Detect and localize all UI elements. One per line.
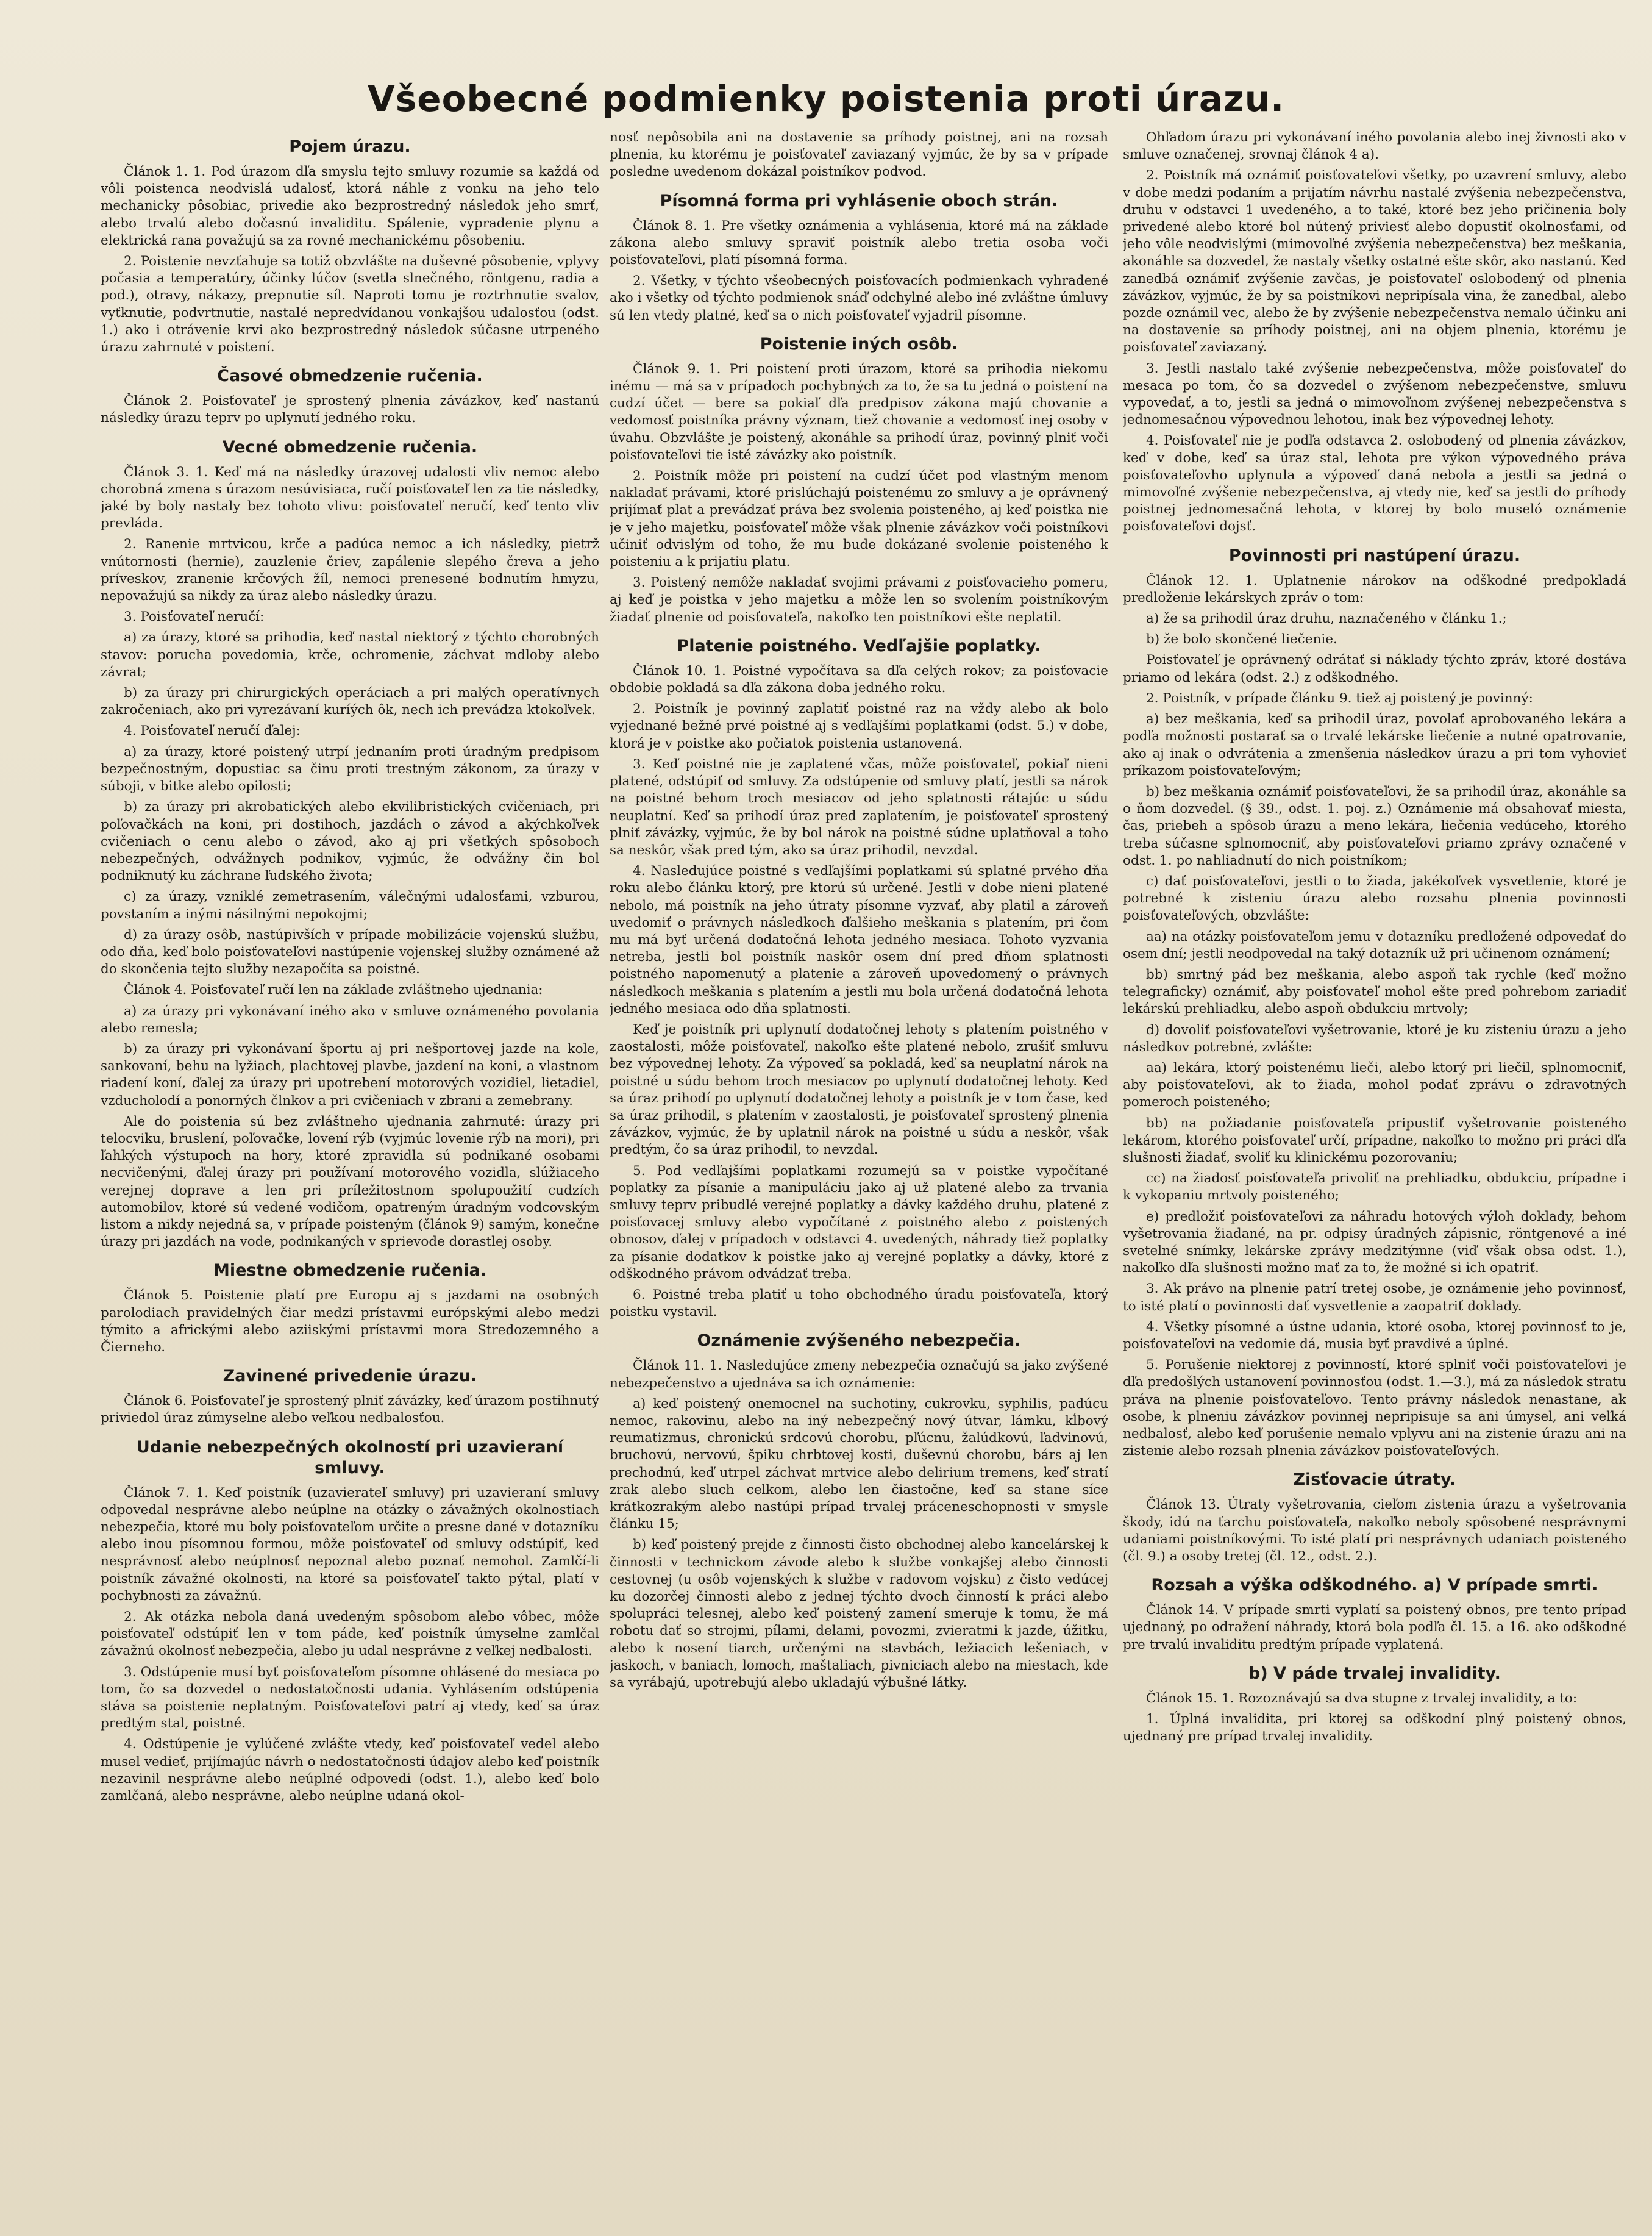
paragraph: cc) na žiadosť poisťovateľa privoliť na prehliadku, obdukciu, prípadne i k vykopaniu mrtvoly poisteného; [1123, 1171, 1626, 1204]
paragraph: 2. Poistník, v prípade článku 9. tiež aj poistený je povinný: [1146, 690, 1533, 706]
paragraph: aa) na otázky poisťovateľom jemu v dotazníku predložené odpovedať do osem dní; jestli neodpovedal na taký dotazník už pri učinenom oznámení; [1123, 929, 1626, 962]
paragraph: 4. Všetky písomné a ústne udania, ktoré osoba, ktorej povinnosť to je, poisťovateľovi na vedomie dá, musia byť pravdivé a úplné. [1123, 1319, 1626, 1352]
paragraph: 2. Ranenie mrtvicou, krče a padúca nemoc a ich následky, pietrž vnútornosti (hernie), zauzlenie čriev, zapálenie slepého čreva a jeho príveskov, zranenie krčových žíl, nemoci prenesené bodnutím hmyzu, nepovažujú sa nikdy za úraz alebo následky úrazu. [101, 537, 599, 604]
paragraph: bb) na požiadanie poisťovateľa pripustiť vyšetrovanie poisteného lekárom, ktorého poisťovateľ určí, prípadne, nakoľko to možno pri práci dľa slušnosti žiadať, svoliť ku klinickému pozorovaniu; [1123, 1115, 1626, 1165]
text-column-1 [101, 129, 599, 2196]
paragraph: Ohľadom úrazu pri vykonávaní iného povolania alebo inej živnosti ako v smluve označenej, srovnaj článok 4 a). [1123, 130, 1626, 163]
paragraph: 5. Pod vedľajšími poplatkami rozumejú sa v poistke vypočítané poplatky za písanie a manipuláciu jako aj už platené alebo za trvania smluvy teprv pribudlé verejné poplatky a dávky každého druhu, platené z poisťovacej smluvy alebo vypočítané z poistného alebo z poistených obnosov, ďalej v prípadoch v odstavci 4. uvedených, náhrady tiež poplatky za písanie dodatkov k poistke jako aj verejné poplatky a dávky, ktoré z odškodného právom odvádzať treba. [610, 1163, 1108, 1282]
paragraph: 2. Všetky, v týchto všeobecných poisťovacích podmienkach vyhradené ako i všetky od týchto podmienok snáď odchylné alebo iné zvláštne úmluvy sú len vtedy platné, keď sa o nich poisťovateľ vyjadril písomne. [610, 273, 1108, 323]
paragraph: Článok 11. 1. Nasledujúce zmeny nebezpečia označujú sa jako zvýšené nebezpečenstvo a ujednáva sa ich oznámenie: [610, 1358, 1108, 1391]
paragraph: 2. Poistník môže pri poistení na cudzí účet pod vlastným menom nakladať právami, ktoré prislúchajú poistenému zo smluvy a je oprávnený prijímať plat a prevádzať práva bez svolenia poisteného, aj keď poistka nie je v jeho majetku, poisťovateľ môže však plnenie závázkov voči poistníkovi učiniť odvislým od toho, že mu bude dokázané svolenie poisteného k poisteniu a k prijatiu platu. [610, 468, 1108, 570]
paragraph: Článok 4. Poisťovateľ ručí len na základe zvláštneho ujednania: [124, 982, 543, 998]
paragraph: 2. Poistenie nevzťahuje sa totiž obzvlášte na duševné pôsobenie, vplyvy počasia a temperatúry, účinky lúčov (svetla slnečného, röntgenu, radia a pod.), otravy, nákazy, prepnutie síl. Naproti tomu je roztrhnutie svalov, vyťknutie, podvrtnutie, nastalé nepredvídanou vonkajšou udalosťou (odst. 1.) ako i otrávenie krvi ako bezprostredný následok súčasne utrpeného úrazu zahrnuté v poistení. [101, 254, 599, 355]
paragraph: a) keď poistený onemocnel na suchotiny, cukrovku, syphilis, padúcu nemoc, rakovinu, alebo na iný nebezpečný nový útvar, lámku, kĺbový reumatizmus, chronickú srdcovú chorobu, pľúcnu, žalúdkovú, ľadvinovú, bruchovú, nervovú, špiku chrbtovej kosti, duševnú chorobu, bárs aj len prechodnú, keď utrpel záchvat mrtvice alebo delirium tremens, keď stratí zrak alebo sluch celkom, alebo len čiastočne, keď sa stane síce krátkozrakým alebo nastúpi prípad trvalej práceneschopnosti v smysle článku 15; [610, 1396, 1108, 1532]
paragraph: 3. Poistený nemôže nakladať svojimi právami z poisťovacieho pomeru, aj keď je poistka v jeho majetku a môže len so svolením poistníkovým žiadať plnenie od poisťovateľa, nakoľko ten poistníkovi ešte neplatil. [610, 575, 1108, 625]
paragraph: Článok 13. Útraty vyšetrovania, cieľom zistenia úrazu a vyšetrovania škody, idú na ťarchu poisťovateľa, nakoľko neboly spôsobené nesprávnymi udaniami poistníkovými. To isté platí pri nesprávnych udaniach poisteného (čl. 9.) a osoby tretej (čl. 12., odst. 2.). [1123, 1497, 1626, 1565]
section-heading: Časové obmedzenie ručenia. [217, 366, 483, 386]
section-heading: Pojem úrazu. [289, 137, 411, 156]
paragraph: 5. Porušenie niektorej z povinností, ktoré splniť voči poisťovateľovi je dľa predošlých ustanovení povinnosťou (odst. 1.—3.), má za následok stratu práva na plnenie poisťovateľovo. Tento právny následok nenastane, ak osobe, k plneniu závázkov povinnej nepripisuje sa ani úmysel, ani veľká nedbalosť, alebo keď porušenie nemalo vplyvu ani na zistenie úrazu ani na zistenie alebo rozsah plnenia závázkov poisťovateľových. [1123, 1357, 1626, 1459]
paragraph: b) keď poistený prejde z činnosti čisto obchodnej alebo kancelárskej k činnosti v technickom závode alebo k službe vonkajšej alebo činnosti cestovnej (u osôb vojenských k službe v radovom vojsku) z čisto vedúcej ku dozorčej činnosti alebo z jednej týchto dvoch činností k práci alebo spolupráci telesnej, alebo keď poistený zamení smeruje k tomu, že má robotu dať so strojmi, pílami, delami, povozmi, zvieratmi k jazde, úžitku, alebo k nosení tiarch, určenými na stavbách, ležiacich lešeniach, v jaskoch, v baniach, lomoch, maštaliach, pivniciach alebo na miestach, kde sa vyrábajú, upotrebujú alebo ukladajú výbušné látky. [610, 1537, 1108, 1691]
paragraph: 1. Úplná invalidita, pri ktorej sa odškodní plný poistený obnos, ujednaný pre prípad trvalej invalidity. [1123, 1712, 1626, 1745]
paragraph: 4. Odstúpenie je vylúčené zvlášte vtedy, keď poisťovateľ vedel alebo musel vedieť, prijímajúc návrh o nedostatočnosti údajov alebo keď poistník nezavinil nesprávne alebo neúplné odpovedi (odst. 1.), alebo keď bolo zamlčaná, alebo nesprávne, alebo neúplne udaná okol- [101, 1737, 599, 1804]
paragraph: Keď je poistník pri uplynutí dodatočnej lehoty s platením poistného v zaostalosti, môže poisťovateľ, nakoľko ešte platené nebolo, zrušiť smluvu bez výpovednej lehoty. Za výpoveď sa pokladá, keď sa neuplatní nárok na poistné u súdu behom troch mesiacov po uplynutí dodatočnej lehoty. Keď sa úraz prihodí po uplynutí dodatočnej lehoty a poistník je v tom čase, keď sa úraz prihodil, s platením v zaostalosti, je poisťovateľ sprostený plnenia závázkov, vyjmúc, že by uplatnil nárok na poistné u súdu a neskôr, však predtým, čo sa úraz prihodil, to nevzdal. [610, 1021, 1108, 1158]
paragraph: aa) lekára, ktorý poistenému lieči, alebo ktorý pri liečil, splnomocniť, aby poisťovateľovi, ak to žiada, mohol podať zprávu o zdravotných pomeroch poisteného; [1123, 1060, 1626, 1110]
section-heading: b) V páde trvalej invalidity. [1248, 1663, 1501, 1683]
paragraph: a) za úrazy, ktoré poistený utrpí jednaním proti úradným predpisom bezpečnostným, dopustiac sa činu proti trestným zákonom, za úrazy v súboji, v bitke alebo opilosti; [101, 744, 599, 795]
paragraph: c) dať poisťovateľovi, jestli o to žiada, jakékoľvek vysvetlenie, ktoré je potrebné k zisteniu úrazu alebo rozsahu plnenia povinnosti poisťovateľových, obzvlášte: [1123, 873, 1626, 924]
paragraph: Článok 14. V prípade smrti vyplatí sa poistený obnos, pre tento prípad ujednaný, po odražení náhrady, ktorá bola podľa čl. 15. a 16. ako odškodné pre trvalú invaliditu predtým prípade vyplatená. [1123, 1602, 1626, 1652]
paragraph: 4. Nasledujúce poistné s vedľajšími poplatkami sú splatné prvého dňa roku alebo článku ktorý, pre ktorú sú určené. Jestli v dobe nieni platené nebolo, má poistník na jeho útraty písomne vyzvať, aby platil a zároveň uvedomiť o právnych následkoch ďalšieho meškania s platením, pri čom mu má byť určená dodatočná lehota jedného mesiaca. Tohoto vyzvania netreba, jestli bol poistník naskôr osem dní pred dňom splatnosti poistného napomenutý a platenie a zároveň upovedomený o právnych následkoch meškania s platením a jestli mu bola určená dodatočná lehota jedného mesiaca odo dňa splatnosti. [610, 863, 1108, 1016]
paragraph: 2. Poistník má oznámiť poisťovateľovi všetky, po uzavrení smluvy, alebo v dobe medzi podaním a prijatím návrhu nastalé zvýšenia nebezpečenstva, druhu v odstavci 1 uvedeného, a to také, ktoré bez jeho pričinenia boly privedené alebo ktoré bol nútený priviesť alebo dopustiť okolnosťami, od jeho vôle neodvislými (mimovoľné zvýšenia nebezpečenstva) bez meškania, akonáhle sa dozvedel, že nastaly všetky ostatné ešte skôr, ako nastanú. Keď zanedbá oznámiť zvýšenie zavčas, je poisťovateľ oslobodený od plnenia závázkov, vyjmúc, že by sa poistníkovi nepripísala vina, že zanedbal, alebo pozde oznámil vec, alebo že by zvýšenie nebezpečenstva nemalo účinku ani na dostavenie sa príhody poistnej, ani na objem plnenia, ktorému je poisťovateľ zaviazaný. [1123, 168, 1626, 355]
paragraph: e) predložiť poisťovateľovi za náhradu hotových výloh doklady, behom vyšetrovania žiadané, na pr. odpisy úradných zápisnic, röntgenové a iné svetelné snímky, lekárske zprávy medzitýmne (viď však obsa odst. 1.), nakoľko dľa slušnosti možno mať za to, že možné si ich opatriť. [1123, 1209, 1626, 1276]
paragraph: b) bez meškania oznámiť poisťovateľovi, že sa prihodil úraz, akonáhle sa o ňom dozvedel. (§ 39., odst. 1. poj. z.) Oznámenie má obsahovať miesta, čas, priebeh a spôsob úrazu a meno lekára, liečenia vedúceho, ktorého treba súčasne splnomocniť, aby poisťovateľovi priamo zprávy označené v odst. 1. po nahliadnutí do nich poistníkom; [1123, 784, 1626, 868]
paragraph: Článok 7. 1. Keď poistník (uzavierateľ smluvy) pri uzavieraní smluvy odpovedal nesprávne alebo neúplne na otázky o závažných okolnostiach nebezpečia, ktoré mu boly poisťovateľom určite a presne dané v dotazníku alebo inou písomnou formou, môže poisťovateľ od smluvy odstúpiť, keď nesprávnosť alebo neúplnosť nepoznal alebo poznať nemohol. Zamlčí-li poistník závažné okolnosti, na ktoré sa poisťovateľ takto pýtal, platí v pochybnosti za závažnú. [101, 1485, 599, 1604]
section-heading: Zisťovacie útraty. [1293, 1470, 1456, 1490]
paragraph: nosť nepôsobila ani na dostavenie sa príhody poistnej, ani na rozsah plnenia, ku ktorému je poisťovateľ zaviazaný vyjmúc, že by sa v prípade posledne uvedenom dokázal poistníkov podvod. [610, 130, 1108, 180]
paragraph: Článok 6. Poisťovateľ je sprostený plniť závázky, keď úrazom postihnutý priviedol úraz zúmyselne alebo veľkou nedbalosťou. [101, 1393, 599, 1426]
section-heading: Oznámenie zvýšeného nebezpečia. [697, 1331, 1021, 1351]
paragraph: Článok 9. 1. Pri poistení proti úrazom, ktoré sa prihodia niekomu inému — má sa v prípadoch pochybných za to, že sa tu jedná o poistení na cudzí účet — bere sa pokiaľ dľa predpisov zákona majú chovanie a vedomosť poistníka právny význam, tiež chovanie a vedomosť inej osoby v úvahu. Obzvlášte je poistený, akonáhle sa prihodí úraz, povinný plniť voči poisťovateľovi tie isté závázky ako poistník. [610, 361, 1108, 463]
section-heading: Zavinené privedenie úrazu. [223, 1366, 477, 1386]
paragraph: Článok 5. Poistenie platí pre Europu aj s jazdami na osobných parolodiach pravidelných čiar medzi prístavmi európskými alebo medzi týmito a africkými alebo aziiskými prístavmi mora Stredozemného a Čierneho. [101, 1288, 599, 1355]
paragraph: 4. Poisťovateľ nie je podľa odstavca 2. oslobodený od plnenia závázkov, keď v dobe, keď sa úraz stal, lehota pre výkon výpovedného práva poisťovateľovho uplynula a výpoveď daná nebola a jestli sa jedná o mimovoľné zvýšenie nebezpečenstva, aj vtedy nie, keď sa jestli do príhody poistnej jednomesačná lehota, v ktorej by bolo museló oznámenie poisťovateľovi dojsť. [1123, 433, 1626, 535]
paragraph: c) za úrazy, vzniklé zemetrasením, válečnými udalosťami, vzburou, povstaním a inými násilnými nepokojmi; [101, 889, 599, 922]
paragraph: Článok 8. 1. Pre všetky oznámenia a vyhlásenia, ktoré má na základe zákona alebo smluvy spraviť poistník alebo tretia osoba voči poisťovateľovi, platí písomná forma. [610, 218, 1108, 268]
section-heading: Povinnosti pri nastúpení úrazu. [1228, 546, 1521, 565]
paragraph: 4. Poisťovateľ neručí ďalej: [124, 723, 301, 739]
paragraph: a) bez meškania, keď sa prihodil úraz, povolať aprobovaného lekára a podľa možnosti postarať sa o trvalé lekárske liečenie a nutné opatrovanie, ako aj inak o odvrátenia a zmenšenia následkov úrazu a pri tom vyhovieť príkazom poisťovateľovým; [1123, 712, 1626, 779]
paragraph: 3. Jestli nastalo také zvýšenie nebezpečenstva, môže poisťovateľ do mesaca po tom, čo sa dozvedel o zvýšenom nebezpečenstve, smluvu vypovedať, a to, jestli sa jedná o mimovoľnom zvýšenej nebezpečenstva s jednomesačnou výpovednou lehotou, inak bez výpovednej lehoty. [1123, 360, 1626, 428]
section-heading: Rozsah a výška odškodného. a) V prípade smrti. [1151, 1576, 1598, 1595]
paragraph: Článok 12. 1. Uplatnenie nárokov na odškodné predpokladá predloženie lekárskych zpráv o tom: [1123, 573, 1626, 605]
paragraph: Článok 2. Poisťovateľ je sprostený plnenia závázkov, keď nastanú následky úrazu teprv po uplynutí jedného roku. [101, 393, 599, 426]
paragraph: d) za úrazy osôb, nastúpivších v prípade mobilizácie vojenskú službu, odo dňa, keď bolo poisťovateľovi nastúpenie vojenskej služby oznámené až do skončenia tejto služby nezapočíta sa poistné. [101, 927, 599, 977]
section-heading: Miestne obmedzenie ručenia. [213, 1261, 487, 1281]
paragraph: a) za úrazy pri vykonávaní iného ako v smluve oznámeného povolania alebo remesla; [101, 1003, 599, 1036]
paragraph: 3. Odstúpenie musí byť poisťovateľom písomne ohlásené do mesiaca po tom, čo sa dozvedel o nedostatočnosti udania. Vyhlásením odstúpenia stáva sa poistenie neplatným. Poisťovateľovi patrí aj vtedy, keď sa úraz predtým stal, poistné. [101, 1664, 599, 1732]
section-heading: Poistenie iných osôb. [760, 334, 958, 354]
paragraph: b) za úrazy pri chirurgických operáciach a pri malých operatívnych zakročeniach, ako pri vyrezávaní kuríých ôk, nech ich prevádza ktokoľvek. [101, 685, 599, 718]
paragraph: 3. Keď poistné nie je zaplatené včas, môže poisťovateľ, pokiaľ nieni platené, odstúpiť od smluvy. Za odstúpenie od smluvy platí, jestli sa nárok na poistné behom troch mesiacov od jeho splatnosti rátajúc u súdu neuplatní. Keď sa prihodí úraz pred zaplatením, je poisťovateľ sprostený plniť závázky, vyjmúc, že by bol nárok na poistné súdne uplatňoval a toho sa neskôr, však pred tým, ako sa úraz prihodil, nevzdal. [610, 756, 1108, 858]
paragraph: Článok 1. 1. Pod úrazom dľa smyslu tejto smluvy rozumie sa každá od vôli poistenca neodvislá udalosť, ktorá náhle z vonku na jeho telo mechanicky pôsobiac, privedie ako bezprostredný následok jeho smrť, alebo trvalú alebo dočasnú invaliditu. Spálenie, vypradenie plynu a elektrická rana považujú sa za rovné mechanickému pôsobeniu. [101, 164, 599, 248]
paragraph: a) za úrazy, ktoré sa prihodia, keď nastal niektorý z týchto chorobných stavov: porucha povedomia, krče, ochromenie, záchvat mdloby alebo závrat; [101, 630, 599, 680]
paragraph: Článok 10. 1. Poistné vypočítava sa dľa celých rokov; za poisťovacie obdobie pokladá sa dľa zákona doba jedného roku. [610, 663, 1108, 696]
paragraph: b) za úrazy pri vykonávaní športu aj pri nešportovej jazde na kole, sankovaní, behu na lyžiach, plachtovej plavbe, jazdení na koni, a vlastnom riadení koní, ďalej za úrazy pri upotrebení motorových vozidiel, lietadiel, vzducholodí a ponorných člnkov a pri cvičeniach v zbrani a zemebrany. [101, 1041, 599, 1109]
paragraph: Článok 15. 1. Rozoznávajú sa dva stupne z trvalej invalidity, a to: [1146, 1690, 1578, 1706]
paragraph: Ale do poistenia sú bez zvláštneho ujednania zahrnuté: úrazy pri telocviku, bruslení, poľovačke, lovení rýb (vyjmúc lovenie rýb na mori), pri ľahkých výstupoch na hory, ktoré zpravidla sú podnikané osobami necvičenými, ďalej úrazy pri používaní motorového vozidla, slúžiaceho verejnej doprave a len pri príležitostnom spolupoužití cudzích automobilov, ktoré sú vedené vodičom, opatreným úradným vodcovským listom a nikdy nejedná sa, v prípade poisteným (článok 9) samým, konečne úrazy pri jazdách na vode, podnikaných v sprievode dorastlej osoby. [101, 1113, 599, 1250]
section-heading: Udanie nebezpečných okolností pri uzavieraní smluvy. [136, 1437, 564, 1477]
paragraph: 3. Ak právo na plnenie patrí tretej osobe, je oznámenie jeho povinnosť, to isté platí o povinnosti dať vysvetlenie a zaopatriť doklady. [1123, 1281, 1626, 1314]
text-column-3 [1123, 129, 1626, 2196]
paragraph: d) dovoliť poisťovateľovi vyšetrovanie, ktoré je ku zisteniu úrazu a jeho následkov potrebné, zvlášte: [1123, 1022, 1626, 1055]
paragraph: Článok 3. 1. Keď má na následky úrazovej udalosti vliv nemoc alebo chorobná zmena s úrazom nesúvisiaca, ručí poisťovateľ len za tie následky, jaké by boly nastaly bez tohoto vlivu: poisťovateľ neručí, keď tento vliv prevláda. [101, 464, 599, 532]
paragraph: a) že sa prihodil úraz druhu, naznačeného v článku 1.; [1146, 611, 1507, 627]
paragraph: b) za úrazy pri akrobatických alebo ekvilibristických cvičeniach, pri poľovačkách na koni, pri dostihoch, jazdách o závod a akýchkoľvek cvičeniach o cenu alebo o závod, ako aj pri všetkých spôsoboch nebezpečných, odvážnych podnikov, vyjmúc, že odvážny čin bol podniknutý ku záchrane ľudského života; [101, 799, 599, 884]
page-title: Všeobecné podmienky poistenia proti úrazu. [367, 78, 1285, 120]
paragraph: 6. Poistné treba platiť u toho obchodného úradu poisťovateľa, ktorý poistku vystavil. [610, 1287, 1108, 1320]
section-heading: Písomná forma pri vyhlásenie oboch strán. [660, 191, 1058, 210]
paragraph: Poisťovateľ je oprávnený odrátať si náklady týchto zpráv, ktoré dostáva priamo od lekára (odst. 2.) z odškodného. [1123, 652, 1626, 685]
paragraph: 3. Poisťovateľ neručí: [124, 609, 265, 625]
text-column-2 [610, 129, 1108, 2196]
section-heading: Vecné obmedzenie ručenia. [222, 437, 478, 457]
paragraph: 2. Poistník je povinný zaplatiť poistné raz na vždy alebo ak bolo vyjednané bežné prvé poistné aj s vedľajšími poplatkami (odst. 5.) v dobe, ktorá je v poistke ako počiatok poistenia ustanovená. [610, 701, 1108, 751]
section-heading: Platenie poistného. Vedľajšie poplatky. [677, 636, 1041, 655]
paragraph: bb) smrtný pád bez meškania, alebo aspoň tak rychle (keď možno telegraficky) oznámiť, aby poisťovateľ mohol ešte pred pohrebom zariadiť lekárskú prehliadku, alebo aspoň obdukciu mrtvoly; [1123, 966, 1626, 1017]
paragraph: b) že bolo skončené liečenie. [1146, 632, 1337, 648]
paragraph: 2. Ak otázka nebola daná uvedeným spôsobom alebo vôbec, môže poisťovateľ odstúpiť len v tom páde, keď poistník úmyselne zamlčal závažnú okolnosť nebezpečia, alebo ju udal nesprávne z veľkej nedbalosti. [101, 1609, 599, 1659]
